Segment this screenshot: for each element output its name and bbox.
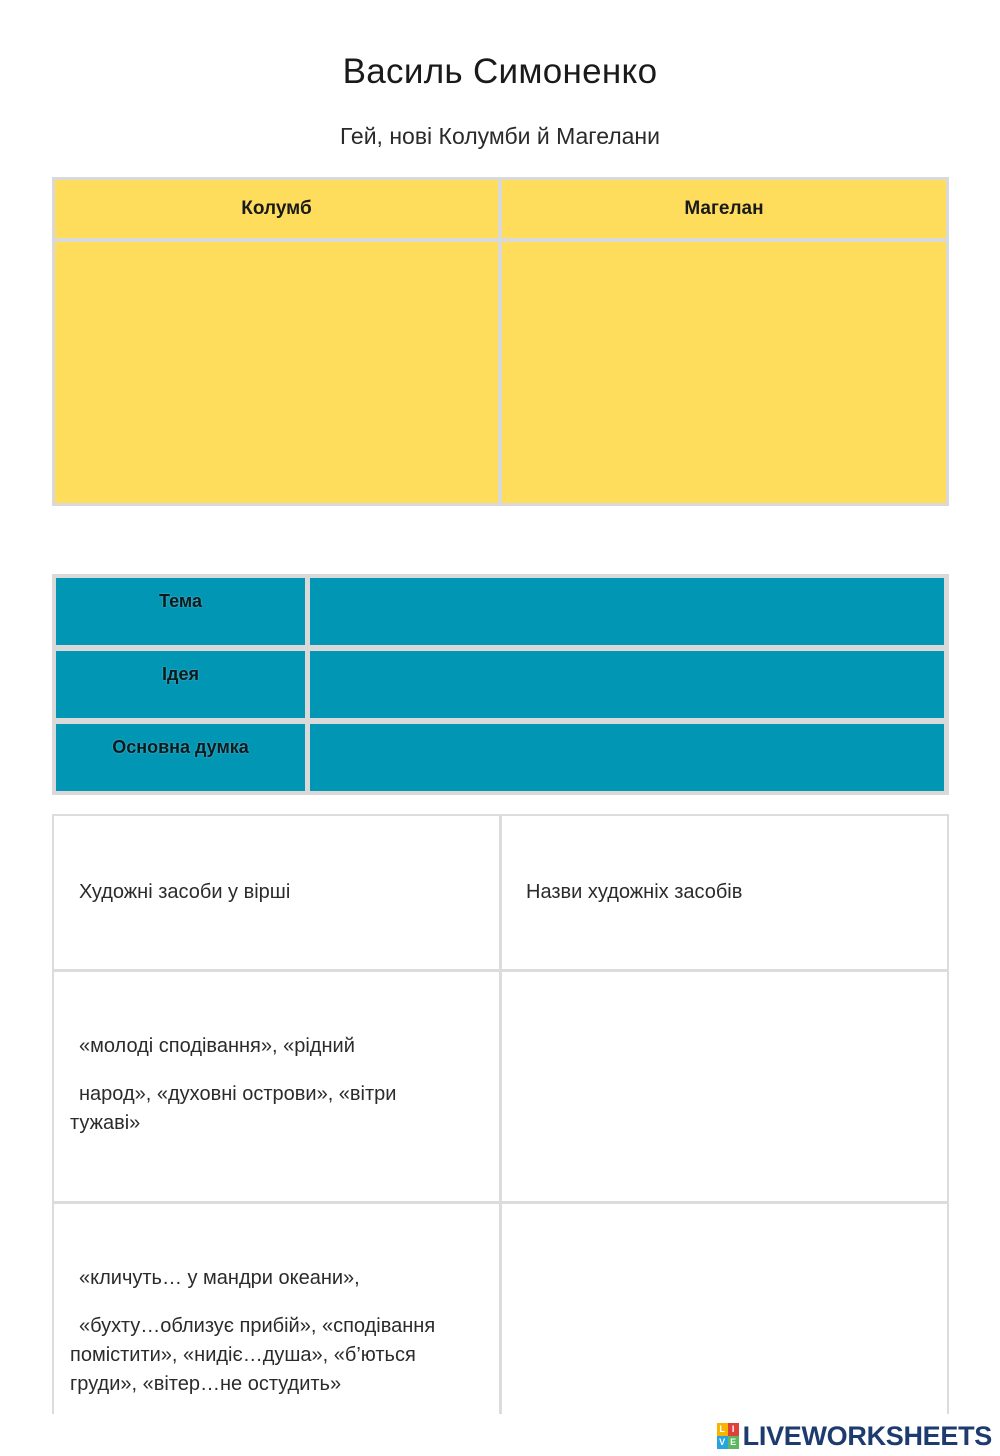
analysis-table	[52, 574, 949, 795]
devices-row2-line3: помістити», «нидіє…душа», «б’ються	[70, 1344, 416, 1366]
logo-mark-l: L	[717, 1423, 728, 1436]
header-cell-devices	[54, 816, 499, 969]
header-device-names-label: Назви художніх засобів	[526, 881, 743, 903]
row-label-idea	[56, 651, 305, 718]
logo-mark-e: E	[728, 1436, 739, 1449]
answer-cell-columbus[interactable]	[55, 242, 498, 503]
answer-cell-magellan[interactable]	[502, 242, 946, 503]
column-header-magellan: Магелан	[502, 180, 946, 238]
devices-row1-line2: народ», «духовні острови», «вітри	[79, 1083, 397, 1105]
devices-row2-line2: «бухту…облизує прибій», «сподівання	[79, 1315, 436, 1337]
devices-cell-row2	[54, 1204, 499, 1414]
devices-row2-line4: груди», «вітер…не остудить»	[70, 1373, 342, 1395]
logo-text: LIVEWORKSHEETS	[742, 1420, 992, 1451]
header-devices-label: Художні засоби у вірші	[79, 881, 291, 903]
row-label-idea-text: Ідея	[162, 664, 199, 684]
comparison-table	[52, 177, 949, 506]
row-label-main-thought-text: Основна думка	[112, 737, 249, 757]
devices-row2-line1: «кличуть… у мандри океани»,	[79, 1267, 360, 1289]
devices-cell-row1	[54, 972, 499, 1201]
logo-mark-v: V	[717, 1436, 728, 1449]
literary-devices-table	[52, 814, 949, 1414]
column-header-columbus: Колумб	[55, 180, 498, 238]
devices-row1-line1: «молоді сподівання», «рідний	[79, 1035, 355, 1057]
row-label-main-thought	[56, 724, 305, 791]
answer-cell-row1[interactable]	[502, 972, 947, 1201]
answer-cell-row2[interactable]	[502, 1204, 947, 1414]
devices-row1-line3: тужаві»	[70, 1112, 141, 1134]
header-cell-device-names	[502, 816, 947, 969]
page-subtitle: Гей, нові Колумби й Магелани	[340, 123, 660, 149]
row-label-theme	[56, 578, 305, 645]
page-title: Василь Симоненко	[342, 52, 658, 91]
answer-field-idea[interactable]	[310, 651, 944, 718]
liveworksheets-logo	[717, 1418, 992, 1454]
logo-mark-i: I	[728, 1423, 739, 1436]
answer-field-theme[interactable]	[310, 578, 944, 645]
logo-mark-icon	[717, 1423, 739, 1449]
answer-field-main-thought[interactable]	[310, 724, 944, 791]
row-label-theme-text: Тема	[159, 591, 202, 611]
